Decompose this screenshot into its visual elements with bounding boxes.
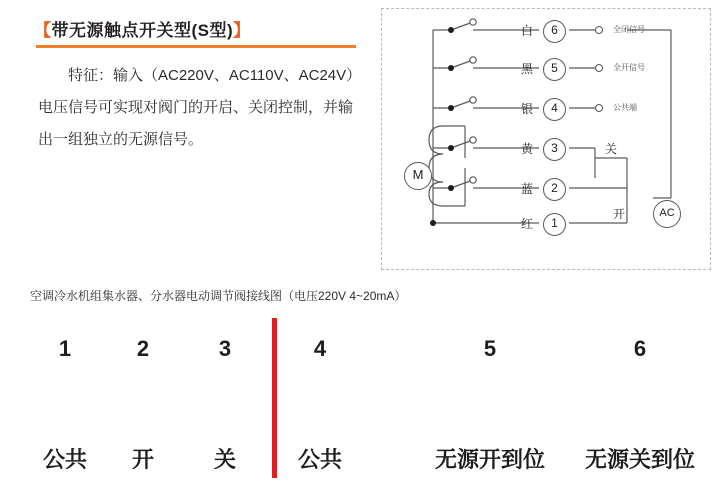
- note-4: 公共端: [613, 103, 637, 112]
- wire-color-6: 白: [521, 24, 534, 38]
- column-number-2: 2: [136, 336, 150, 361]
- description-line-3: 出一组独立的无源信号。: [38, 131, 204, 148]
- panel-description: [38, 60, 368, 156]
- title-bracket-open: 【: [34, 21, 52, 40]
- column-label-6: 无源关到位: [584, 447, 695, 472]
- terminal-3: 3: [543, 138, 566, 161]
- terminal-1: 1: [543, 213, 566, 236]
- diagram-caption: 空调冷水机组集水器、分水器电动调节阀接线图（电压220V 4~20mA）: [30, 289, 407, 303]
- column-number-4: 4: [313, 336, 327, 361]
- ac-source-symbol: AC: [653, 200, 681, 228]
- wire-color-3: 黄: [521, 142, 534, 156]
- wire-color-5: 黑: [521, 62, 534, 76]
- title-bracket-close: 】: [233, 21, 251, 40]
- note-2: 开: [613, 207, 626, 221]
- description-line-1: 特征：输入（AC220V、AC110V、AC24V）: [68, 67, 362, 84]
- column-label-4: 公共: [297, 447, 342, 472]
- wire-color-2: 蓝: [521, 182, 534, 196]
- red-divider: [272, 318, 277, 478]
- note-3: 关: [605, 142, 618, 156]
- description-line-2: 电压信号可实现对阀门的开启、关闭控制，并输: [38, 99, 354, 116]
- column-label-3: 关: [213, 447, 236, 472]
- terminal-6: 6: [543, 20, 566, 43]
- column-number-3: 3: [218, 336, 232, 361]
- terminal-2: 2: [543, 178, 566, 201]
- column-label-2: 开: [131, 447, 154, 472]
- note-5: 全开信号: [613, 63, 645, 72]
- column-number-1: 1: [58, 336, 72, 361]
- column-number-5: 5: [483, 336, 497, 361]
- wire-color-4: 银: [521, 102, 534, 116]
- title-text: 带无源触点开关型(S型): [51, 21, 234, 40]
- note-6: 全闭信号: [613, 25, 645, 34]
- panel-title: [34, 16, 251, 41]
- terminal-4: 4: [543, 98, 566, 121]
- title-underline: [36, 45, 356, 48]
- motor-symbol: M: [404, 162, 432, 190]
- terminal-5: 5: [543, 58, 566, 81]
- column-label-1: 公共: [42, 447, 87, 472]
- wire-color-1: 红: [521, 217, 534, 231]
- column-number-6: 6: [633, 336, 647, 361]
- column-label-5: 无源开到位: [434, 447, 545, 472]
